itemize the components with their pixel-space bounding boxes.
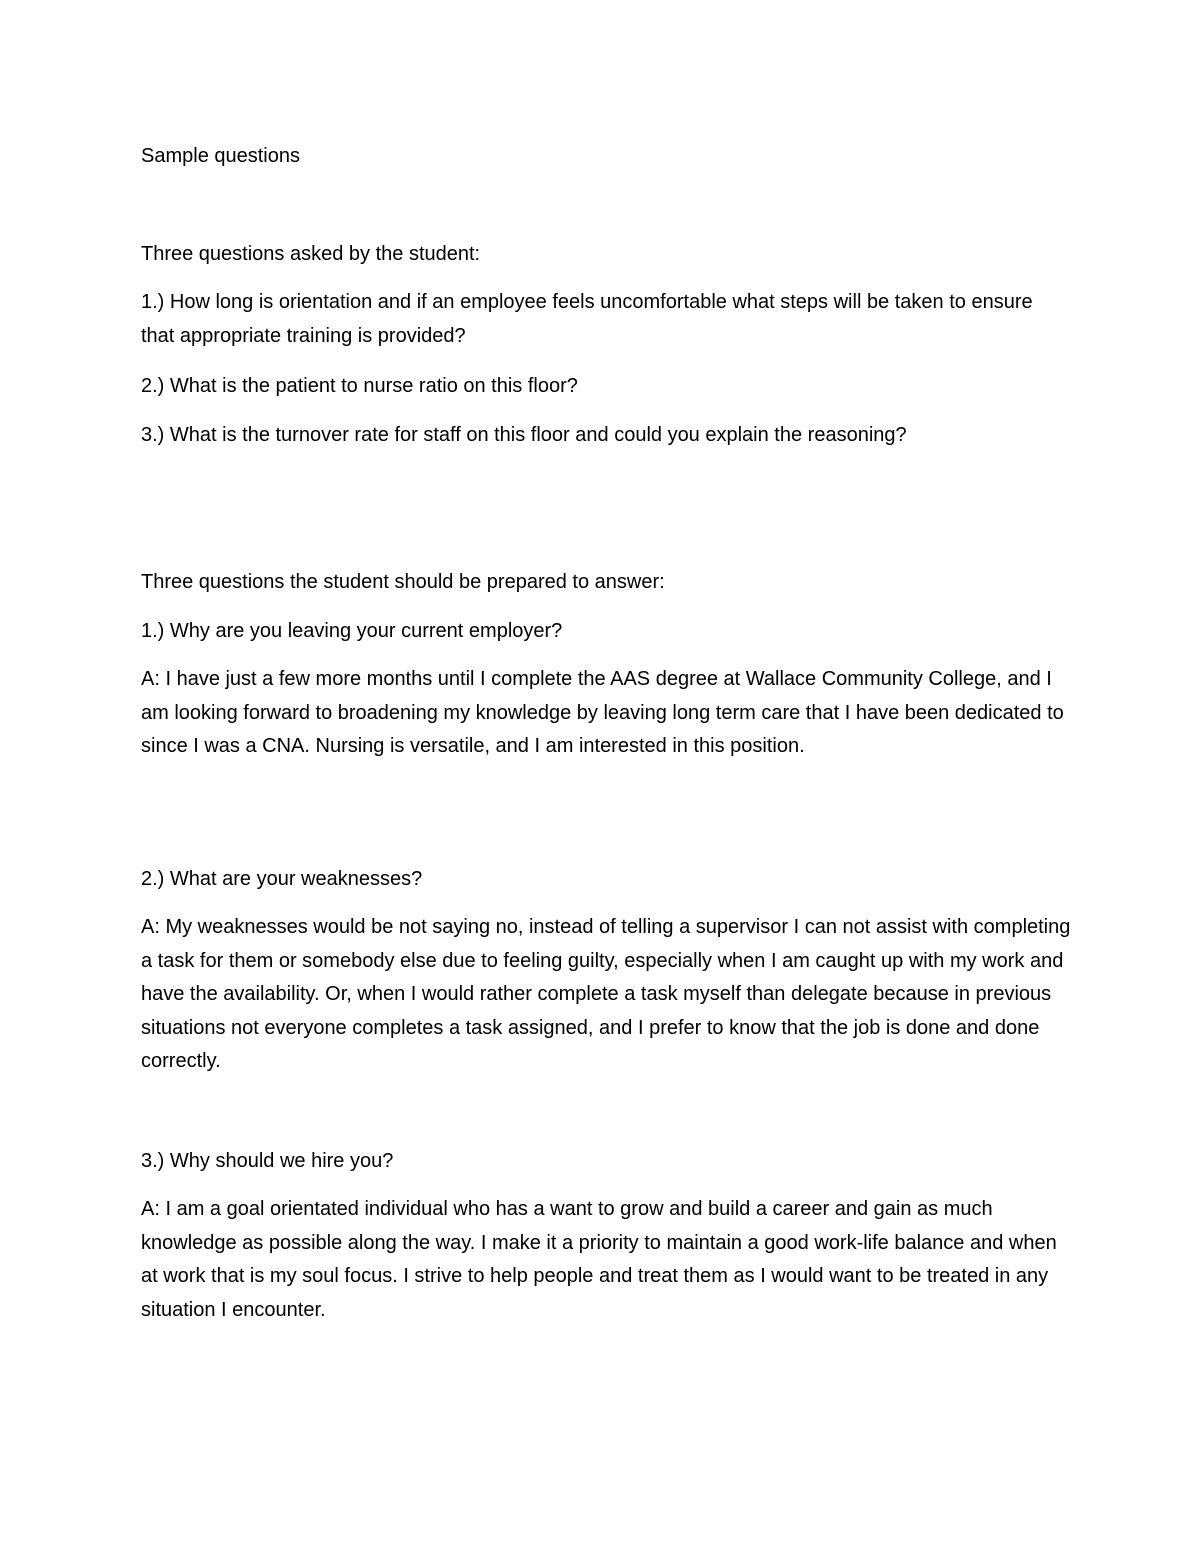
section-asked-heading: Three questions asked by the student: — [141, 243, 481, 265]
answer-text-3: A: I am a goal orientated individual who has a want to grow and build a career and gain as much knowledge as possible along the way. I make it a priority to maintain a good work-life balance and when at work that is my soul focus. I strive to help people and treat them as I would want to be treated in any situation I encounter. — [141, 1198, 1057, 1321]
answer-question-3: 3.) Why should we hire you? — [141, 1150, 394, 1172]
answer-question-1: 1.) Why are you leaving your current employer? — [141, 620, 563, 642]
asked-question-3: 3.) What is the turnover rate for staff on this floor and could you explain the reasoning? — [141, 424, 907, 446]
answer-text-1: A: I have just a few more months until I complete the AAS degree at Wallace Community College, and I am looking forward to broadening my knowledge by leaving long term care that I have been dedicated to since I was a CNA. Nursing is versatile, and I am interested in this position. — [141, 668, 1064, 757]
asked-question-2: 2.) What is the patient to nurse ratio on this floor? — [141, 375, 578, 397]
section-answer-heading: Three questions the student should be prepared to answer: — [141, 571, 665, 593]
answer-question-2: 2.) What are your weaknesses? — [141, 868, 423, 890]
asked-question-1: 1.) How long is orientation and if an employee feels uncomfortable what steps will be taken to ensure that appropriate training is provided? — [141, 291, 1033, 347]
answer-text-2: A: My weaknesses would be not saying no, instead of telling a supervisor I can not assist with completing a task for them or somebody else due to feeling guilty, especially when I am caught up with my work and have the availability. Or, when I would rather complete a task myself than delegate because in previous situations not everyone completes a task assigned, and I prefer to know that the job is done and done correctly. — [141, 916, 1071, 1072]
document-title: Sample questions — [141, 145, 300, 167]
